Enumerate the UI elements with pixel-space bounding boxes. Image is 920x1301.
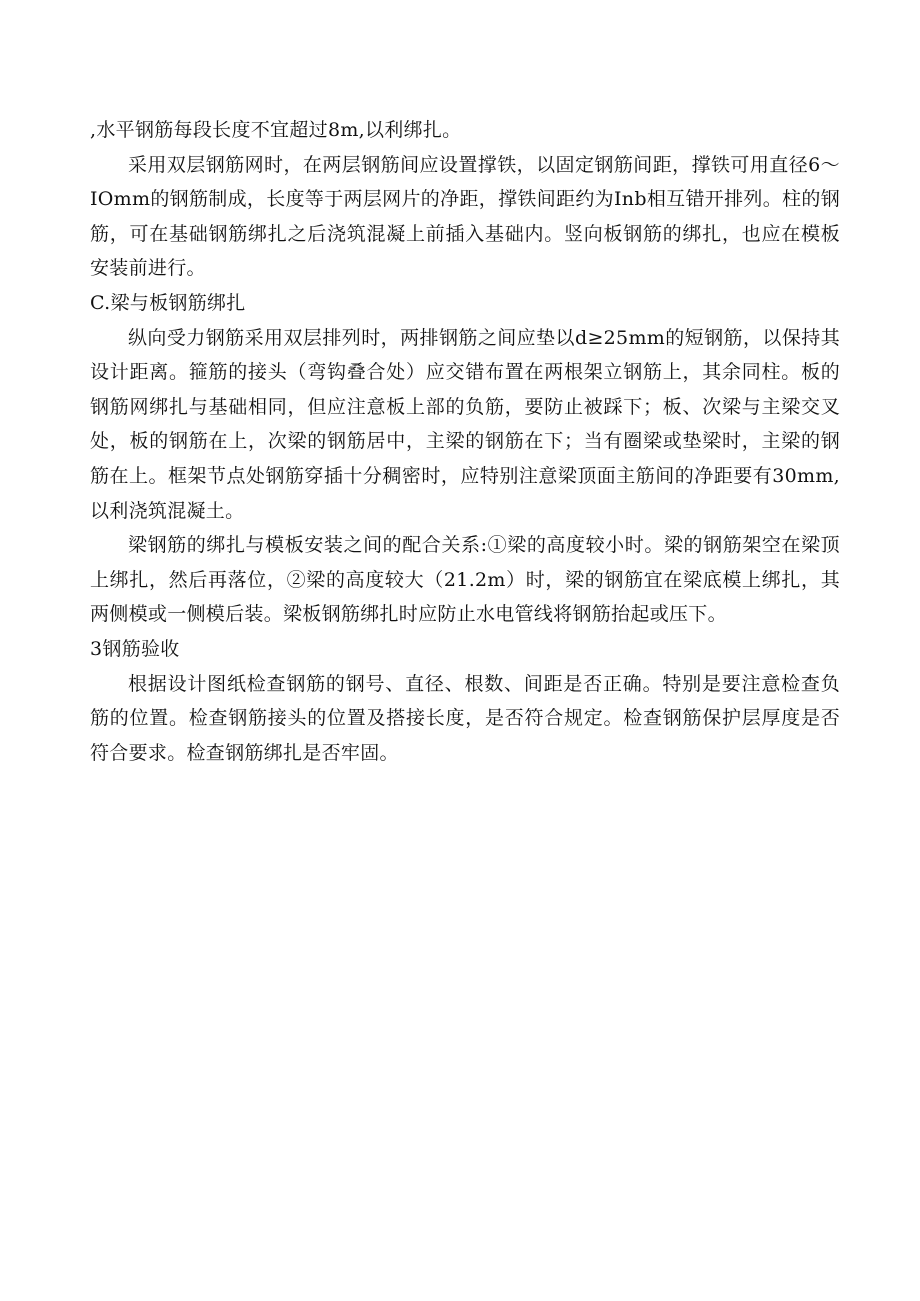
- paragraph-beam-formwork: 梁钢筋的绑扎与模板安装之间的配合关系:①梁的高度较小时。梁的钢筋架空在梁顶上绑扎，然后再落位，②梁的高度较大（21.2m）时，梁的钢筋宜在梁底模上绑扎，其两侧模或一侧模后装。梁板钢筋绑扎时应防止水电管线将钢筋抬起或压下。: [90, 534, 840, 626]
- paragraph-longitudinal-rebar: 纵向受力钢筋采用双层排列时，两排钢筋之间应垫以d≥25mm的短钢筋，以保持其设计距离。箍筋的接头（弯钩叠合处）应交错布置在两根架立钢筋上，其余同柱。板的钢筋网绑扎与基础相同，但应注意板上部的负筋，要防止被踩下；板、次梁与主梁交叉处，板的钢筋在上，次梁的钢筋居中，主梁的钢筋在下；当有圈梁或垫梁时，主梁的钢筋在上。框架节点处钢筋穿插十分稠密时，应特别注意梁顶面主筋间的净距要有30mm,以利浇筑混凝土。: [90, 326, 840, 522]
- paragraph-continuation: ,水平钢筋每段长度不宜超过8m,以利绑扎。: [90, 119, 462, 141]
- paragraph-double-layer-mesh: 采用双层钢筋网时，在两层钢筋间应设置撑铁，以固定钢筋间距，撑铁可用直径6～IOmm的钢筋制成，长度等于两层网片的净距，撑铁间距约为Inb相互错开排列。柱的钢筋，可在基础钢筋绑扎之后浇筑混凝上前插入基础内。竖向板钢筋的绑扎，也应在模板安装前进行。: [90, 153, 840, 280]
- paragraph-inspection: 根据设计图纸检查钢筋的钢号、直径、根数、间距是否正确。特别是要注意检查负筋的位置。检查钢筋接头的位置及搭接长度，是否符合规定。检查钢筋保护层厚度是否符合要求。检查钢筋绑扎是否牢固。: [90, 672, 840, 764]
- section-heading-rebar-acceptance: 3钢筋验收: [90, 637, 180, 660]
- document-body: [90, 113, 840, 770]
- section-heading-beam-slab: C.梁与板钢筋绑扎: [90, 291, 246, 314]
